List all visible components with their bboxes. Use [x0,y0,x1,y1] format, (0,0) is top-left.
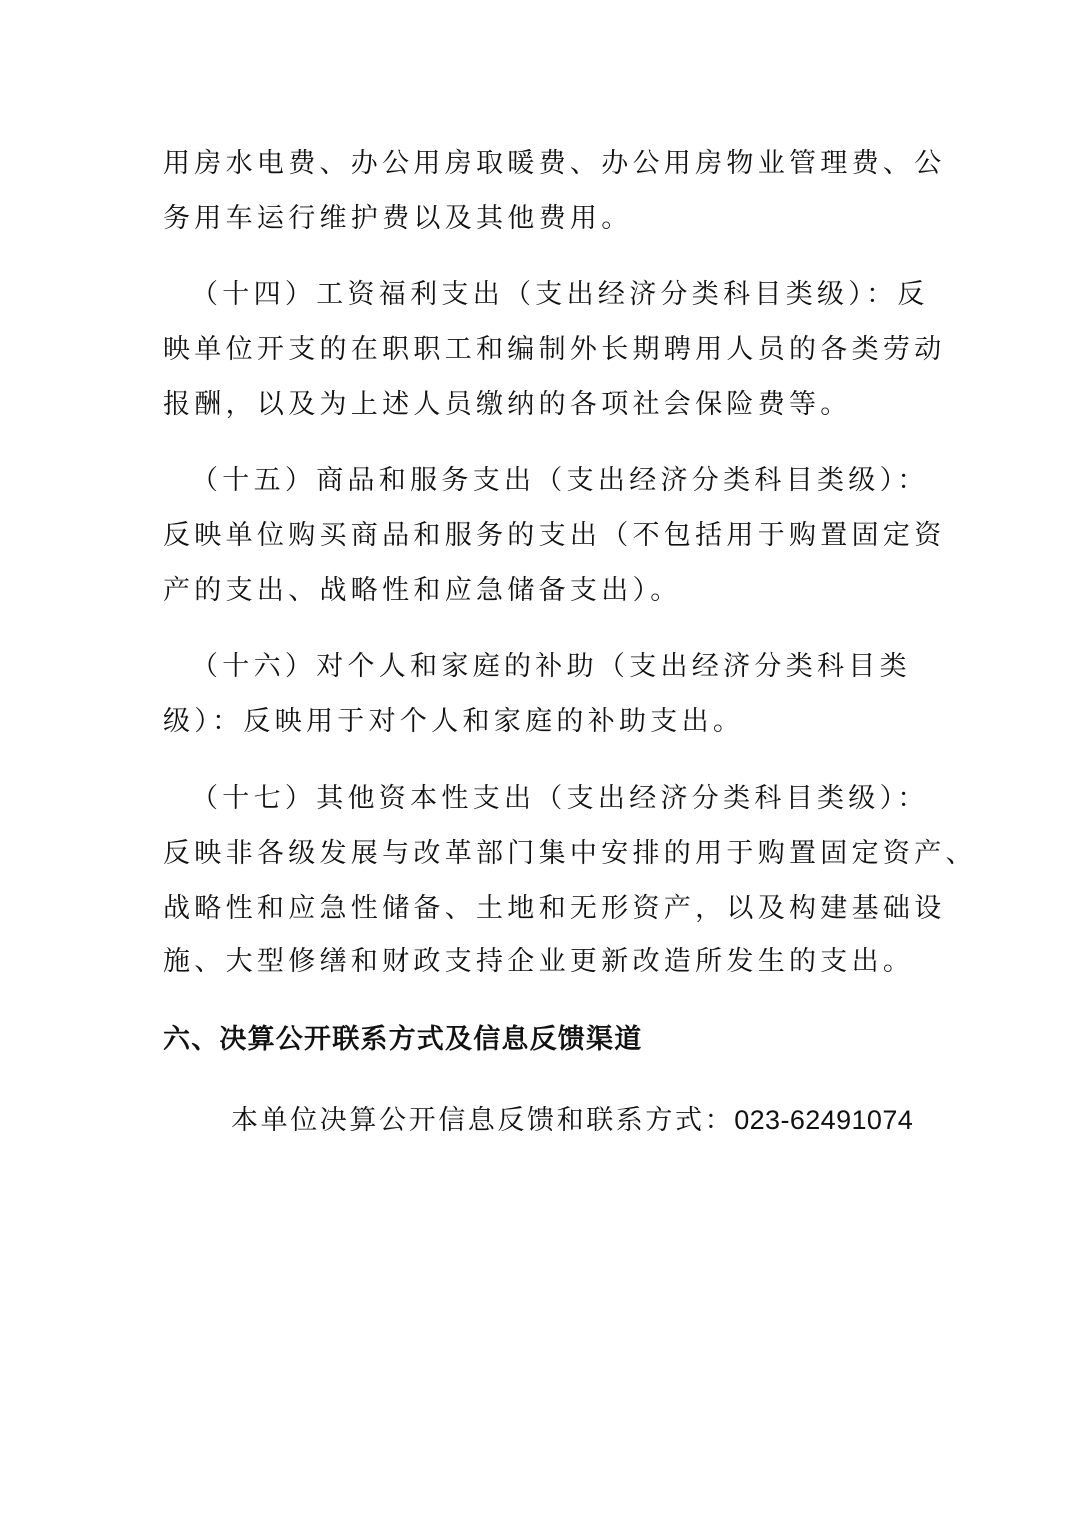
paragraph-goods-services-line-2: 反映单位购买商品和服务的支出（不包括用于购置固定资 [163,520,946,551]
paragraph-household-subsidy-line-2: 级）：反映用于对个人和家庭的补助支出。 [163,706,745,737]
contact-label: 本单位决算公开信息反馈和联系方式： [231,1105,735,1136]
contact-info [231,1103,913,1137]
paragraph-goods-services-line-1: （十五）商品和服务支出（支出经济分类科目类级）： [191,465,929,496]
paragraph-other-capital-line-2: 反映非各级发展与改革部门集中安排的用于购置固定资产、 [163,838,977,869]
paragraph-office-expenses-line-2: 务用车运行维护费以及其他费用。 [163,203,633,234]
paragraph-other-capital-line-4: 施、大型修缮和财政支持企业更新改造所发生的支出。 [163,946,915,977]
paragraph-wages-welfare-line-1: （十四）工资福利支出（支出经济分类科目类级）：反 [191,279,929,310]
paragraph-wages-welfare-line-2: 映单位开支的在职职工和编制外长期聘用人员的各类劳动 [163,334,946,365]
paragraph-wages-welfare-line-3: 报酬，以及为上述人员缴纳的各项社会保险费等。 [163,389,852,420]
paragraph-household-subsidy-line-1: （十六）对个人和家庭的补助（支出经济分类科目类 [191,651,911,682]
paragraph-office-expenses-line-1: 用房水电费、办公用房取暖费、办公用房物业管理费、公 [163,148,946,179]
contact-phone: 023-62491074 [734,1105,914,1135]
section-six-heading: 六、决算公开联系方式及信息反馈渠道 [163,1024,643,1055]
paragraph-goods-services-line-3: 产的支出、战略性和应急储备支出）。 [163,575,682,606]
paragraph-other-capital-line-3: 战略性和应急性储备、土地和无形资产，以及构建基础设 [163,893,946,924]
paragraph-other-capital-line-1: （十七）其他资本性支出（支出经济分类科目类级）： [191,783,929,814]
